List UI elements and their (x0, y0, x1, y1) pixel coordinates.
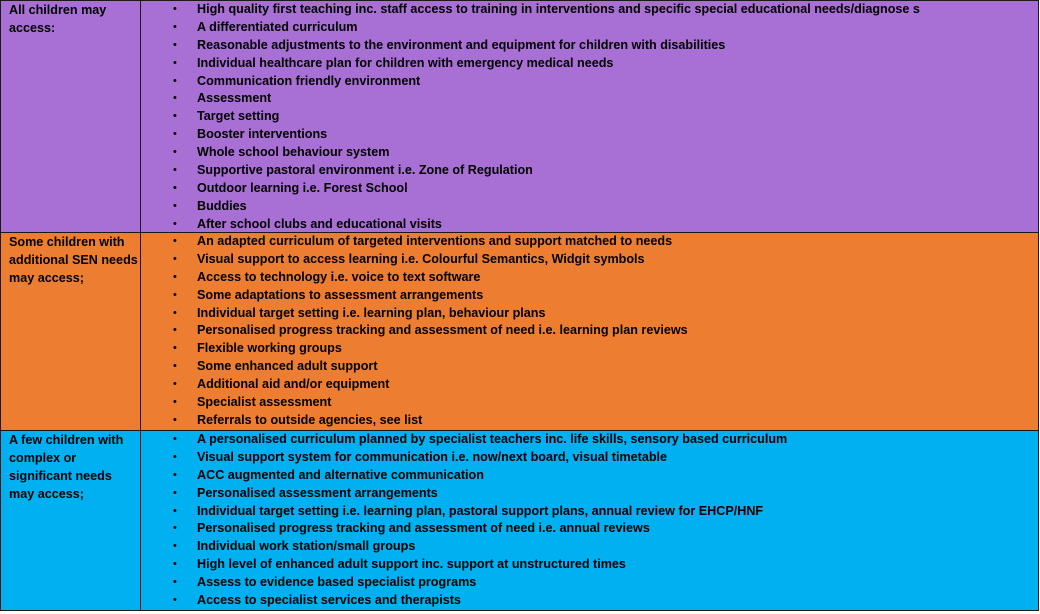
list-item-text: A differentiated curriculum (197, 19, 358, 34)
list-item-text: Personalised progress tracking and assessment of need i.e. annual reviews (197, 521, 650, 536)
bullet-icon: • (173, 270, 177, 283)
bullet-icon: • (173, 217, 177, 230)
list-item (142, 305, 1038, 323)
list-item-text: Buddies (197, 198, 247, 213)
list-item-text: Personalised assessment arrangements (197, 485, 438, 500)
list-item (142, 322, 1038, 340)
list-item (142, 198, 1038, 216)
list-item (142, 162, 1038, 180)
list-item (142, 485, 1038, 503)
list-item-text: Communication friendly environment (197, 73, 421, 88)
list-item (142, 1, 1038, 19)
list-item (142, 55, 1038, 73)
provision-list (142, 233, 1038, 430)
list-item-text: After school clubs and educational visits (197, 216, 442, 231)
bullet-icon: • (173, 20, 177, 33)
list-item-text: High quality first teaching inc. staff access to training in interventions and specific special educational needs/diagnose s (197, 2, 920, 16)
list-item (142, 251, 1038, 269)
bullet-icon: • (173, 504, 177, 517)
list-item-text: Some enhanced adult support (197, 359, 378, 374)
bullet-icon: • (173, 413, 177, 426)
bullet-icon: • (173, 128, 177, 141)
list-item-text: Specialist assessment (197, 395, 332, 410)
list-item (142, 431, 1038, 449)
bullet-icon: • (173, 558, 177, 571)
list-item-text: Booster interventions (197, 127, 328, 142)
list-item (142, 449, 1038, 467)
row-few-children (0, 431, 1039, 611)
bullet-icon: • (173, 576, 177, 589)
list-item-text: Individual work station/small groups (197, 539, 416, 554)
list-item-text: Assessment (197, 91, 272, 106)
list-item-text: Whole school behaviour system (197, 145, 390, 160)
provision-list (142, 1, 1038, 232)
list-item-text: Access to technology i.e. voice to text software (197, 269, 481, 284)
list-item (142, 37, 1038, 55)
bullet-icon: • (173, 450, 177, 463)
bullet-icon: • (173, 252, 177, 265)
list-item-text: A personalised curriculum planned by specialist teachers inc. life skills, sensory based curriculum (197, 432, 788, 446)
bullet-icon: • (173, 522, 177, 535)
bullet-icon: • (173, 324, 177, 337)
provision-list (142, 431, 1038, 610)
list-item (142, 556, 1038, 574)
list-item-text: Individual target setting i.e. learning plan, pastoral support plans, annual review for EHCP/HNF (197, 503, 764, 518)
bullet-icon: • (173, 396, 177, 409)
list-item-text: ACC augmented and alternative communication (197, 467, 484, 482)
list-item (142, 287, 1038, 305)
list-item-text: Individual healthcare plan for children with emergency medical needs (197, 55, 614, 70)
list-item-text: Outdoor learning i.e. Forest School (197, 180, 408, 195)
list-item (142, 467, 1038, 485)
bullet-icon: • (173, 468, 177, 481)
bullet-icon: • (173, 378, 177, 391)
list-item (142, 520, 1038, 538)
bullet-icon: • (173, 342, 177, 355)
list-item-text: Some adaptations to assessment arrangements (197, 287, 484, 302)
list-item (142, 269, 1038, 287)
bullet-icon: • (173, 3, 177, 15)
list-item-text: Supportive pastoral environment i.e. Zone of Regulation (197, 163, 533, 178)
list-item-text: Assess to evidence based specialist programs (197, 575, 477, 590)
list-item (142, 538, 1038, 556)
list-item (142, 180, 1038, 198)
list-item (142, 412, 1038, 430)
bullet-icon: • (173, 181, 177, 194)
list-item (142, 126, 1038, 144)
list-item (142, 340, 1038, 358)
bullet-icon: • (173, 110, 177, 123)
bullet-icon: • (173, 360, 177, 373)
list-item (142, 358, 1038, 376)
list-item (142, 90, 1038, 108)
list-item-text: Visual support to access learning i.e. Colourful Semantics, Widgit symbols (197, 251, 645, 266)
bullet-icon: • (173, 56, 177, 69)
list-item (142, 108, 1038, 126)
bullet-icon: • (173, 164, 177, 177)
bullet-icon: • (173, 199, 177, 212)
bullet-icon: • (173, 235, 177, 247)
list-item-text: Individual target setting i.e. learning plan, behaviour plans (197, 305, 546, 320)
list-item-text: Reasonable adjustments to the environment and equipment for children with disabilities (197, 37, 726, 52)
row-label: A few children with complex or significant needs may access; (1, 431, 141, 610)
list-item (142, 574, 1038, 592)
list-item-text: An adapted curriculum of targeted interventions and support matched to needs (197, 234, 673, 248)
list-item (142, 233, 1038, 251)
row-some-children (0, 233, 1039, 431)
list-item (142, 19, 1038, 37)
bullet-icon: • (173, 594, 177, 607)
bullet-icon: • (173, 92, 177, 105)
list-item-text: Personalised progress tracking and assessment of need i.e. learning plan reviews (197, 323, 688, 338)
bullet-icon: • (173, 486, 177, 499)
list-item-text: Referrals to outside agencies, see list (197, 412, 423, 427)
list-item (142, 592, 1038, 610)
bullet-icon: • (173, 74, 177, 87)
list-item (142, 503, 1038, 521)
row-label: Some children with additional SEN needs may access; (1, 233, 141, 430)
bullet-icon: • (173, 540, 177, 553)
bullet-icon: • (173, 306, 177, 319)
list-item-text: Access to specialist services and therapists (197, 593, 461, 608)
list-item-text: High level of enhanced adult support inc. support at unstructured times (197, 557, 626, 572)
row-all-children (0, 0, 1039, 233)
row-label: All children may access: (1, 1, 141, 232)
list-item-text: Flexible working groups (197, 341, 342, 356)
list-item (142, 394, 1038, 412)
bullet-icon: • (173, 433, 177, 445)
list-item-text: Target setting (197, 109, 280, 124)
list-item (142, 216, 1038, 234)
bullet-icon: • (173, 146, 177, 159)
list-item-text: Visual support system for communication i.e. now/next board, visual timetable (197, 449, 668, 464)
bullet-icon: • (173, 288, 177, 301)
list-item (142, 376, 1038, 394)
bullet-icon: • (173, 38, 177, 51)
list-item (142, 144, 1038, 162)
list-item-text: Additional aid and/or equipment (197, 377, 390, 392)
list-item (142, 73, 1038, 91)
